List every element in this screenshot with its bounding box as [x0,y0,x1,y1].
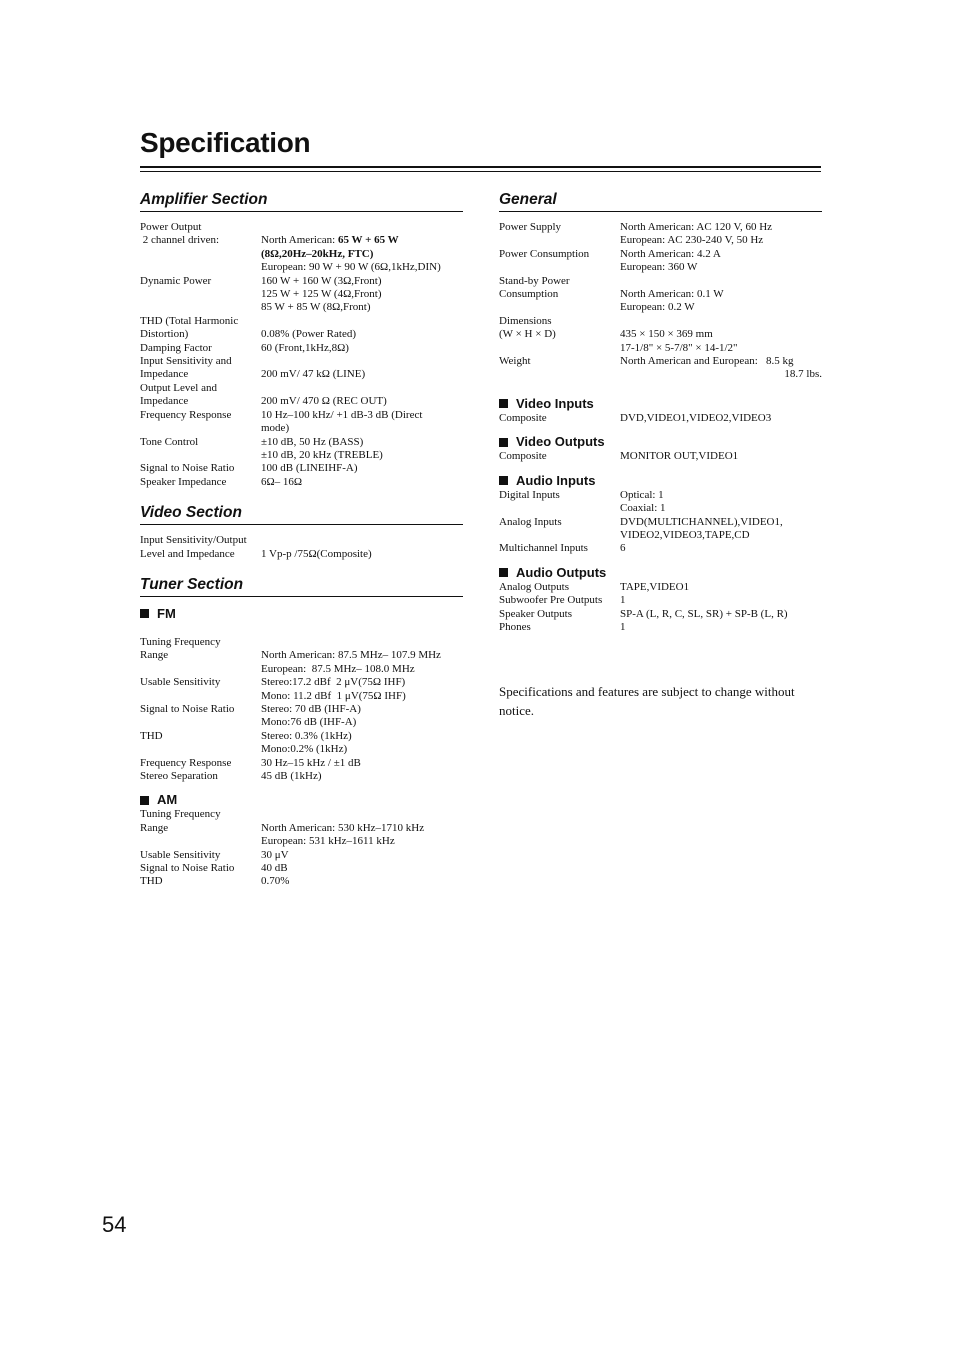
spec-table [499,489,822,556]
spec-row [499,248,822,261]
spec-row [140,449,463,462]
left-column [140,190,463,903]
title-rule-thick [140,166,821,168]
spec-label: Stereo Separation [140,770,218,782]
spec-label [140,663,261,676]
spec-row [140,395,463,408]
spec-value: Stereo: 0.3% (1kHz) [261,729,352,742]
spec-label: Tuning Frequency [140,635,221,648]
spec-row [499,288,822,301]
spec-label: Consumption [499,288,559,301]
spec-value: mode) [261,422,290,435]
spec-value [261,636,463,649]
spec-value: North American: 87.5 MHz– 107.9 MHz [261,649,441,662]
video-inputs-subsection [499,396,822,425]
square-bullet-icon [140,796,149,805]
spec-row [140,368,463,381]
spec-table [140,808,463,888]
spec-row [140,822,463,835]
audio-outputs-subsection [499,565,822,635]
spec-label [140,422,261,435]
spec-label: Tone Control [140,435,199,448]
spec-label: Subwoofer Pre Outputs [499,594,603,607]
spec-label: Signal to Noise Ratio [140,462,235,475]
spec-row [499,221,822,234]
spec-row [140,382,463,395]
square-bullet-icon [140,609,149,618]
subsection-label: FM [157,605,176,621]
spec-value: 125 W + 125 W (4Ω,Front) [261,288,382,301]
spec-value [620,315,822,328]
spec-label: Phones [499,620,531,633]
spec-row [140,234,463,247]
spec-value: VIDEO2,VIDEO3,TAPE,CD [620,528,750,541]
subsection-label: AM [157,792,178,808]
spec-label: Range [140,649,169,662]
spec-label: Range [140,821,169,834]
spec-label: Power Output [140,221,202,233]
spec-label: Frequency Response [140,756,232,769]
spec-table [140,221,463,489]
spec-row [140,548,463,561]
spec-row [499,516,822,529]
spec-row [140,355,463,368]
spec-label [140,716,261,729]
amplifier-section [140,190,463,489]
spec-label: Distortion) [140,328,189,341]
spec-value: 100 dB (LINEIHF-A) [261,462,358,475]
spec-row [499,489,822,502]
spec-value: 45 dB (1kHz) [261,770,322,782]
subsection-label: Video Inputs [516,395,594,411]
spec-value: European: 90 W + 90 W (6Ω,1kHz,DIN) [261,261,441,274]
spec-value: 1 [620,594,626,607]
spec-label: Damping Factor [140,341,212,354]
spec-label [499,502,620,515]
spec-label: Usable Sensitivity [140,848,221,861]
spec-value: North American: 4.2 A [620,247,721,260]
subsection-title [499,565,822,581]
spec-row [140,757,463,770]
spec-value: Optical: 1 [620,488,664,501]
spec-row [140,663,463,676]
spec-row [140,315,463,328]
spec-value: 30 Hz–15 kHz / ±1 dB [261,756,361,769]
spec-value: ±10 dB, 50 Hz (BASS) [261,435,364,448]
spec-row [140,436,463,449]
spec-label: 2 channel driven: [140,234,220,247]
spec-value: 10 Hz–100 kHz/ +1 dB-3 dB (Direct [261,408,423,421]
subsection-title [499,396,822,412]
spec-label [140,301,261,314]
spec-row [499,529,822,542]
spec-label [140,449,261,462]
section-title: Tuner Section [140,575,463,597]
spec-row [140,808,463,821]
spec-label: Dimensions [499,314,552,327]
square-bullet-icon [499,399,508,408]
spec-row [499,355,822,368]
spec-row [140,462,463,475]
spec-value: 85 W + 85 W (8Ω,Front) [261,301,371,314]
spec-value: North American: 0.1 W [620,288,724,301]
spec-value: 200 mV/ 470 Ω (REC OUT) [261,395,387,408]
spec-label [140,248,261,261]
spec-value: 17-1/8" × 5-7/8" × 14-1/2" [620,341,738,354]
spec-label: Signal to Noise Ratio [140,862,235,875]
spec-row [140,288,463,301]
spec-value [261,534,463,547]
spec-row [499,275,822,288]
square-bullet-icon [499,476,508,485]
spec-label: Speaker Outputs [499,607,573,620]
spec-row [499,412,822,425]
spec-row [499,542,822,555]
spec-label: Power Supply [499,221,562,233]
spec-row [140,690,463,703]
spec-row [140,649,463,662]
spec-row [140,221,463,234]
right-column [499,190,822,733]
spec-label: Usable Sensitivity [140,676,221,689]
spec-value: Mono: 11.2 dBf 1 μV(75Ω IHF) [261,689,406,702]
fm-subsection [140,606,463,783]
spec-value: North American: 530 kHz–1710 kHz [261,821,425,834]
page-number: 54 [102,1212,127,1237]
spec-label: THD (Total Harmonic [140,314,239,327]
spec-value: North American: AC 120 V, 60 Hz [620,221,773,233]
square-bullet-icon [499,438,508,447]
spec-row [499,608,822,621]
spec-label: Input Sensitivity/Output [140,534,247,547]
spec-label [499,342,620,355]
spec-value: European: AC 230-240 V, 50 Hz [620,234,764,247]
spec-label: Signal to Noise Ratio [140,702,235,715]
spec-label: Tuning Frequency [140,808,221,821]
spec-value: 0.70% [261,875,290,888]
spec-value [261,221,463,234]
spec-value: 6Ω– 16Ω [261,475,303,488]
spec-value: DVD(MULTICHANNEL),VIDEO1, [620,515,783,528]
spec-row [140,248,463,261]
spec-row [140,342,463,355]
spec-label [140,743,261,756]
spec-label [499,368,620,381]
spec-row [499,315,822,328]
spec-row [140,261,463,274]
spec-value: 30 μV [261,848,289,861]
spec-value: 1 [620,620,626,633]
subsection-label: Audio Inputs [516,472,596,488]
spec-value: 160 W + 160 W (3Ω,Front) [261,274,382,287]
spec-row [140,409,463,422]
spec-label: Power Consumption [499,247,590,260]
general-section [499,190,822,382]
spec-row [140,676,463,689]
spec-value: North American: 65 W + 65 W [261,234,399,247]
spec-row [140,703,463,716]
spec-row [140,328,463,341]
spec-row [140,636,463,649]
spec-value: North American and European: 8.5 kg [620,355,794,368]
spec-value: European: 360 W [620,261,698,274]
section-title: General [499,190,822,212]
spec-label: Frequency Response [140,408,232,421]
spec-label: Composite [499,411,547,424]
spec-value [261,808,463,821]
spec-label [140,261,261,274]
spec-value: 200 mV/ 47 kΩ (LINE) [261,368,366,381]
spec-table [140,534,463,561]
disclaimer-note: Specifications and features are subject to change without notice. [499,684,795,719]
spec-label: Analog Inputs [499,515,562,528]
spec-value: 435 × 150 × 369 mm [620,328,713,341]
spec-label: Composite [499,450,547,463]
spec-row [140,534,463,547]
square-bullet-icon [499,568,508,577]
section-title: Amplifier Section [140,190,463,212]
subsection-title [140,606,463,622]
spec-value: (8Ω,20Hz–20kHz, FTC) [261,247,374,260]
spec-label: (W × H × D) [499,328,556,341]
subsection-label: Audio Outputs [516,564,607,580]
spec-value: ±10 dB, 20 kHz (TREBLE) [261,448,383,461]
spec-label [140,690,261,703]
spec-label: Weight [499,355,531,368]
spec-label [499,234,620,247]
spec-value: 40 dB [261,862,288,875]
video-outputs-subsection [499,434,822,463]
spec-value: 60 (Front,1kHz,8Ω) [261,341,349,354]
spec-row [499,621,822,634]
spec-table [140,636,463,783]
spec-label: Analog Outputs [499,580,569,593]
spec-row [140,716,463,729]
spec-row [499,594,822,607]
spec-value: Stereo: 70 dB (IHF-A) [261,702,361,715]
spec-value: TAPE,VIDEO1 [620,580,690,593]
spec-value: Stereo:17.2 dBf 2 μV(75Ω IHF) [261,676,406,689]
spec-table [499,581,822,635]
spec-row [140,730,463,743]
spec-row [499,234,822,247]
subsection-title [499,473,822,489]
spec-label: Input Sensitivity and [140,355,232,368]
spec-label: Impedance [140,395,189,408]
spec-value: 18.7 lbs. [784,368,822,381]
spec-label [499,301,620,314]
spec-value: 1 Vp-p /75Ω(Composite) [261,547,372,560]
spec-row [499,502,822,515]
section-title: Video Section [140,503,463,525]
spec-value [620,275,822,288]
spec-row [140,275,463,288]
spec-value: Mono:0.2% (1kHz) [261,743,348,756]
spec-label [140,835,261,848]
spec-row [499,261,822,274]
spec-label: Multichannel Inputs [499,542,588,555]
spec-table [499,221,822,382]
spec-table [499,412,822,425]
spec-row [499,581,822,594]
spec-row [140,476,463,489]
spec-value: SP-A (L, R, C, SL, SR) + SP-B (L, R) [620,607,788,620]
subsection-title [499,434,822,450]
spec-row [140,743,463,756]
spec-row [499,342,822,355]
spec-label [499,529,620,542]
am-subsection [140,792,463,888]
spec-row [499,301,822,314]
spec-row [140,835,463,848]
spec-label: Output Level and [140,381,217,394]
spec-value: Mono:76 dB (IHF-A) [261,716,357,729]
tuner-section [140,575,463,889]
audio-inputs-subsection [499,473,822,556]
page-title: Specification [140,127,311,158]
spec-row [140,849,463,862]
spec-row [140,301,463,314]
spec-value: European: 531 kHz–1611 kHz [261,835,395,848]
spec-value: 0.08% (Power Rated) [261,328,357,341]
spec-value: European: 0.2 W [620,301,695,314]
subsection-label: Video Outputs [516,434,605,450]
spec-value [261,382,463,395]
video-section [140,503,463,561]
spec-value: European: 87.5 MHz– 108.0 MHz [261,662,415,675]
spec-value: 6 [620,542,626,555]
spec-value: MONITOR OUT,VIDEO1 [620,450,739,463]
spec-value [261,355,463,368]
spec-label: Stand-by Power [499,274,570,287]
spec-label [499,261,620,274]
spec-value: DVD,VIDEO1,VIDEO2,VIDEO3 [620,411,772,424]
subsection-title [140,792,463,808]
spec-label: Dynamic Power [140,274,212,287]
spec-label [140,288,261,301]
spec-label: Impedance [140,368,189,381]
spec-row [140,862,463,875]
spec-row [140,422,463,435]
title-rule-thin [140,171,821,172]
spec-label: Digital Inputs [499,488,560,501]
spec-row [140,770,463,783]
spec-row [499,450,822,463]
spec-value [261,315,463,328]
spec-label: Speaker Impedance [140,475,227,488]
spec-row [140,875,463,888]
spec-value: Coaxial: 1 [620,502,666,515]
spec-label: THD [140,729,163,742]
spec-label: Level and Impedance [140,547,235,560]
spec-row [499,328,822,341]
spec-label: THD [140,875,163,888]
spacer [140,622,463,636]
spec-row [499,368,822,381]
spec-table [499,450,822,463]
